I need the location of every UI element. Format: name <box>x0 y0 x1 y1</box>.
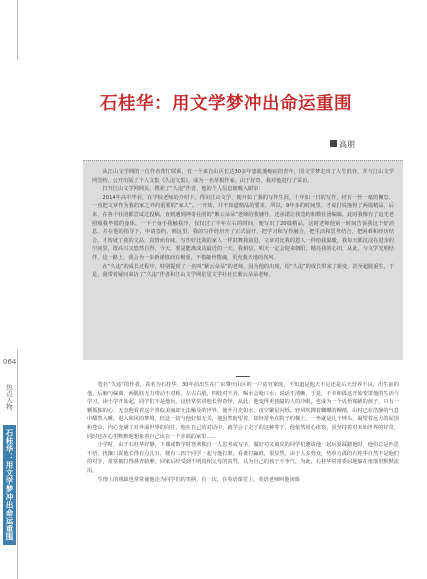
byline-square-icon <box>330 140 337 147</box>
author-byline: 高朋 <box>339 140 355 149</box>
sidebar-title-box <box>3 425 16 545</box>
intro-paragraph: 从江山文学网的一位作者帮忙联系，有一个来自山区长达30多年患肌萎缩症的青年，国文学梦走出了人生低谷，并与江山文学网签约，公开出版了个人文集《久违文集》，成为一名草根作家，由于好奇，我对他进行了采访。 <box>92 169 394 184</box>
body-paragraph: 笔名“久违”的作者，真名为石桂华，30年前出生在广东肇庆山区的一户贫穷家庭，不知道是他天不足还是后天营养不良，出生前的他，后脑勺偏离，两肌肤无力带动不对称，左占右肌，四肢对不齐，喝水会呛口水；说话不清晰，于是，不幸和孤这开始笼罩他的生活与学习，读小学开始起，同学们不是他玩，这经常常讲他长得奇怪，从此，他变得更狭隘的人的冷眼，也成为一个讥悟寡陋的孩子，只有一颗孤独的心，无奈他看着这个喜似美丽却无法触及的世界，使升月光如水，夜空繁星闪烁，轻风吹拂着蝴蝶的柳梢，山村已在浩静的气息中酣然入睡，进入和风的梦境，但这一切与他好似无关，他虽然盼望着，却经常坐在院子的梯上，一坐就是几个钟头，凝望着远方的屋顶和苍山，内心充满了对外面世界的向往，他在自己的对话中，就学会了走了的这种等于，他依然用心体察，虽坚持着对未知世界的好奇，同时也在心里默默地想象着自己该在一个幸福的家里…… <box>87 382 399 440</box>
intro-paragraph: 2014年高中毕业，在学校老师的介绍下，得识江山文学，便开始了我的写作生涯，十年如一日的写作，经有一丝一毫的懈怠。一直把文章作为我的家之外的重要的“家人”。一开始，并不知道精品的要求，所以，9年多的时间里，才说打说撞得了两篇精品，后来，在各个社团都尝试过投稿，直到遇到神奇社团的“紫云朵朵”老师给我辅导，还承诺让我签约和数社团编辑，此时我像有了追光老照般我毕摸的身体，一下子身手我触我冷，仅仅过了半年左右的时间，便写出了20篇精品，这时老师他第一时间告诉我这个好消息，并在他的指导下，申请签约，则这里，我的写作经历开了正式展开，把学习和写作融合，把生活和思考结合，把困难和经历结合，才铸就了我的文品，真情而有味，写作好比我的家人一样鼓舞我前进，文章对比我的恩人一样给我温暖，我每天都沉浸在进步的空间里，既高兴又悠然自得，今天，要是能离成功最近的一天，我相信，明天一定会迎来朝阳，精亮我的心田，从此，与文学光明结伴，这一路上，我会为一步新谨慎而有极重，不惜敲骨搜魂，更充我天地的坎坷。 <box>92 194 394 261</box>
column-label: 热点人物 <box>5 384 13 410</box>
section-separator <box>236 376 250 377</box>
body-text <box>87 381 399 484</box>
article-body <box>87 376 399 484</box>
body-paragraph: 小学时，由于石桂华好静，下课或数学时喜欢独自一人思考或写字，做好功又调皮的同学们邀请他一起玩耍踩踏他时，他们总是匹思不悟，扰攘口说他长得有点儿丑，便有三四个同学一起与他打架，看谁打赢谁，很显然，由于人多势众，势单力孤的石桂华自然不是他们的对手，常常被打得鼻青脸肿，回家后经受到不明真相父母的责骂，认为自己的孩子不争气，为此，石桂华常常委屈地躲在角落里默默流泪。 <box>87 442 399 474</box>
intro-box <box>83 160 403 360</box>
body-paragraph: 生理上的残缺也常常使他沦为同学们的笑柄，有一次，在英语课堂上，英语老师叫他读课 <box>97 476 300 483</box>
intro-paragraph: 在“久违”的成长过程中，特别提到了一名叫“紫云朵朵”的老师，因为他的出现，给“久违”的成长带来了新变，甚至超脱重生，于是，我带着疑问来访了“久违”作者和江山文学网星星文学社社长紫云朵朵老师。 <box>92 263 394 279</box>
page-number: 064 <box>3 358 17 366</box>
sidebar-article-title: 石桂华：用文学梦冲出命运重围 <box>5 429 14 541</box>
sidebar-rule <box>17 350 18 579</box>
article-title: 石桂华：用文学梦冲出命运重围 <box>100 94 352 114</box>
intro-paragraph: 打开江山文学网网页，搜索了“久违”作者，他的个人信息便映入眼帘： <box>102 186 264 193</box>
top-margin-rule <box>17 0 18 60</box>
